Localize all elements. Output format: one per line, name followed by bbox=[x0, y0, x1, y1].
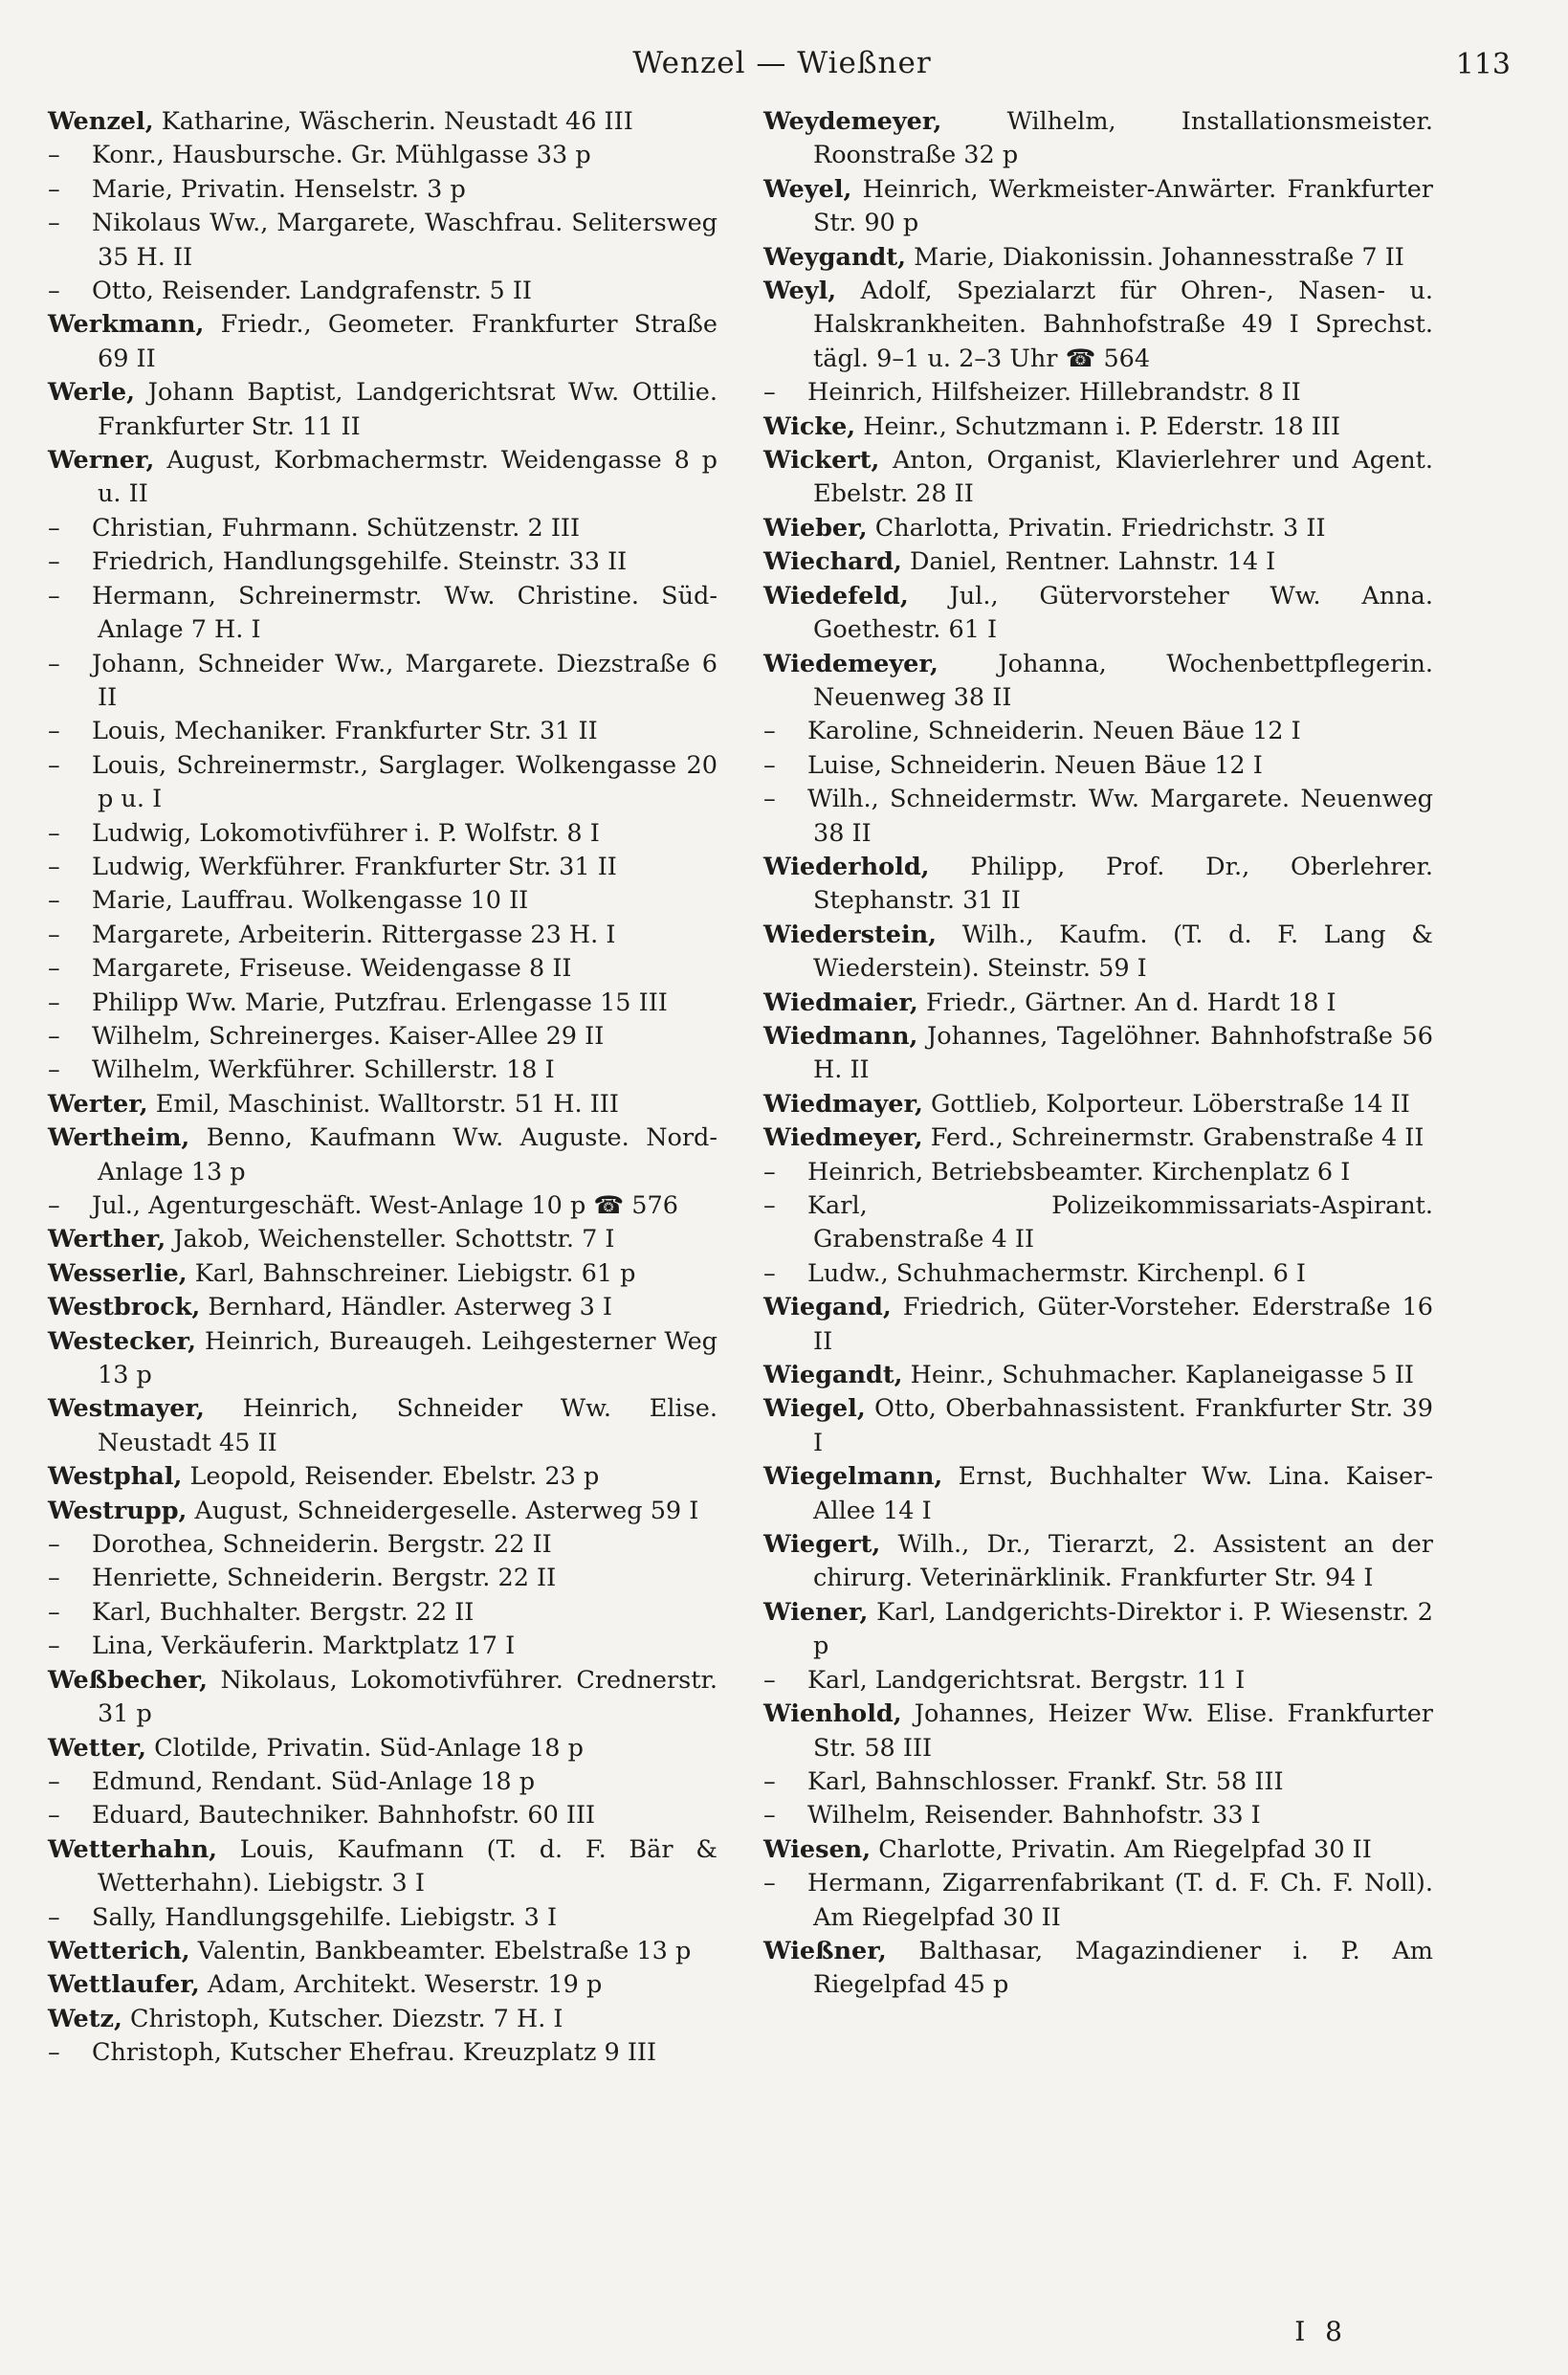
repeat-dash: – bbox=[48, 547, 60, 577]
entry-details: Heinrich, Betriebsbeamter. Kirchenplatz 6 I bbox=[807, 1157, 1351, 1187]
entry-details: Heinrich, Werkmeister-Anwärter. Frankfurter Str. 90 p bbox=[813, 174, 1433, 238]
entry-details: Emil, Maschinist. Walltorstr. 51 H. III bbox=[147, 1089, 619, 1119]
entry-details: Heinr., Schutzmann i. P. Ederstr. 18 III bbox=[855, 411, 1341, 441]
entry-details: Jul., Agenturgeschäft. West-Anlage 10 p ☎ 576 bbox=[92, 1191, 678, 1220]
directory-entry bbox=[48, 1460, 718, 1494]
entry-details: Karl, Landgerichts-Direktor i. P. Wiesenstr. 2 p bbox=[813, 1597, 1433, 1661]
entry-details: Wilh., Schneidermstr. Ww. Margarete. Neuenweg 38 II bbox=[807, 785, 1433, 848]
entry-surname: Westphal, bbox=[48, 1462, 183, 1492]
entry-details: Louis, Schreinermstr., Sarglager. Wolkengasse 20 p u. I bbox=[92, 750, 718, 814]
entry-details: Friedr., Gärtner. An d. Hardt 18 I bbox=[917, 988, 1336, 1017]
entry-details: Jul., Gütervorsteher Ww. Anna. Goethestr. 61 I bbox=[813, 581, 1433, 645]
directory-entry bbox=[48, 851, 718, 884]
directory-entry bbox=[48, 715, 718, 748]
entry-surname: Wiesen, bbox=[763, 1834, 872, 1864]
entry-details: Christoph, Kutscher. Diezstr. 7 H. I bbox=[121, 2004, 563, 2033]
repeat-dash: – bbox=[763, 378, 776, 408]
directory-entry bbox=[48, 1088, 718, 1121]
entry-details: Karl, Bahnschreiner. Liebigstr. 61 p bbox=[187, 1258, 636, 1288]
directory-entry bbox=[48, 139, 718, 172]
directory-entry bbox=[48, 987, 718, 1020]
repeat-dash: – bbox=[48, 1631, 60, 1661]
entry-details: August, Korbmachermstr. Weidengasse 8 p u. II bbox=[98, 446, 718, 509]
repeat-dash: – bbox=[48, 717, 60, 746]
directory-entry bbox=[763, 1088, 1433, 1121]
entry-details: Wilhelm, Schreinerges. Kaiser-Allee 29 II bbox=[92, 1021, 605, 1051]
entry-details: Johann Baptist, Landgerichtsrat Ww. Ottilie. Frankfurter Str. 11 II bbox=[98, 378, 718, 441]
directory-entry bbox=[763, 715, 1433, 748]
entry-details: Karl, Polizeikommissariats-Aspirant. Grabenstraße 4 II bbox=[807, 1191, 1433, 1254]
directory-entry bbox=[48, 308, 718, 376]
directory-entry bbox=[763, 376, 1433, 410]
directory-entry bbox=[763, 1392, 1433, 1460]
entry-details: Johannes, Heizer Ww. Elise. Frankfurter Str. 58 III bbox=[813, 1699, 1433, 1763]
entry-details: Heinrich, Bureaugeh. Leihgesterner Weg 13 p bbox=[98, 1326, 718, 1390]
entry-details: Katharine, Wäscherin. Neustadt 46 III bbox=[153, 107, 633, 136]
directory-entry bbox=[48, 1054, 718, 1087]
directory-entry bbox=[48, 1291, 718, 1324]
entry-details: Ferd., Schreinermstr. Grabenstraße 4 II bbox=[922, 1123, 1424, 1153]
entry-details: Anton, Organist, Klavierlehrer und Agent. Ebelstr. 28 II bbox=[813, 446, 1433, 509]
entry-surname: Wiener, bbox=[763, 1597, 869, 1627]
entry-details: Ludwig, Lokomotivführer i. P. Wolfstr. 8 I bbox=[92, 818, 600, 848]
entry-details: Christoph, Kutscher Ehefrau. Kreuzplatz 9 III bbox=[92, 2038, 657, 2068]
entry-surname: Werter, bbox=[48, 1089, 148, 1119]
directory-entry bbox=[48, 1257, 718, 1291]
entry-details: Jakob, Weichensteller. Schottstr. 7 I bbox=[166, 1225, 615, 1254]
directory-entry bbox=[48, 952, 718, 986]
directory-entry bbox=[763, 1765, 1433, 1799]
directory-entry bbox=[48, 1765, 718, 1799]
directory-entry bbox=[763, 1833, 1433, 1867]
directory-entry bbox=[763, 1156, 1433, 1189]
directory-entry bbox=[763, 1121, 1433, 1155]
repeat-dash: – bbox=[48, 852, 60, 881]
directory-entry bbox=[48, 580, 718, 648]
entry-surname: Wicke, bbox=[763, 411, 856, 441]
directory-entry bbox=[48, 1664, 718, 1732]
directory-entry bbox=[48, 1901, 718, 1935]
entry-surname: Wiedmeyer, bbox=[763, 1123, 923, 1153]
directory-entry bbox=[763, 580, 1433, 648]
directory-entry bbox=[763, 512, 1433, 545]
entry-details: Charlotta, Privatin. Friedrichstr. 3 II bbox=[867, 513, 1326, 543]
directory-entry bbox=[48, 207, 718, 275]
directory-entry bbox=[763, 1359, 1433, 1392]
entry-details: Philipp Ww. Marie, Putzfrau. Erlengasse 15 III bbox=[92, 988, 668, 1017]
directory-entry bbox=[48, 1528, 718, 1562]
entry-surname: Wiegel, bbox=[763, 1394, 866, 1424]
entry-details: Hermann, Zigarrenfabrikant (T. d. F. Ch. F. Noll). Am Riegelpfad 30 II bbox=[807, 1869, 1433, 1932]
directory-entry bbox=[763, 1291, 1433, 1359]
directory-entry bbox=[48, 919, 718, 952]
directory-entry bbox=[763, 444, 1433, 512]
entry-surname: Weydemeyer, bbox=[763, 107, 942, 136]
directory-entry bbox=[48, 376, 718, 444]
entry-details: Marie, Privatin. Henselstr. 3 p bbox=[92, 174, 466, 204]
entry-surname: Wieber, bbox=[763, 513, 868, 543]
repeat-dash: – bbox=[48, 1597, 60, 1627]
entry-details: Bernhard, Händler. Asterweg 3 I bbox=[200, 1293, 612, 1322]
entry-surname: Westbrock, bbox=[48, 1293, 201, 1322]
entry-details: Balthasar, Magazindiener i. P. Am Riegelpfad 45 p bbox=[813, 1936, 1433, 2000]
repeat-dash: – bbox=[48, 886, 60, 916]
entry-surname: Wickert, bbox=[763, 446, 880, 476]
page-number: 113 bbox=[1455, 48, 1511, 81]
directory-entry bbox=[763, 783, 1433, 851]
directory-entry bbox=[48, 1189, 718, 1223]
entry-details: Karl, Landgerichtsrat. Bergstr. 11 I bbox=[807, 1665, 1246, 1695]
entry-details: Luise, Schneiderin. Neuen Bäue 12 I bbox=[807, 750, 1263, 780]
entry-details: Friedr., Geometer. Frankfurter Straße 69 II bbox=[98, 310, 718, 373]
entry-details: Henriette, Schneiderin. Bergstr. 22 II bbox=[92, 1564, 557, 1593]
entry-details: Gottlieb, Kolporteur. Löberstraße 14 II bbox=[922, 1089, 1410, 1119]
entry-details: Margarete, Arbeiterin. Rittergasse 23 H. I bbox=[92, 920, 616, 949]
entry-details: Philipp, Prof. Dr., Oberlehrer. Stephanstr. 31 II bbox=[813, 852, 1433, 916]
directory-entry bbox=[48, 1325, 718, 1393]
page-header bbox=[54, 46, 1511, 84]
entry-details: Margarete, Friseuse. Weidengasse 8 II bbox=[92, 954, 572, 984]
directory-entry bbox=[48, 1223, 718, 1256]
entry-details: Louis, Mechaniker. Frankfurter Str. 31 II bbox=[92, 717, 598, 746]
directory-entry bbox=[763, 1698, 1433, 1765]
entry-surname: Weyel, bbox=[763, 174, 852, 204]
directory-entry bbox=[48, 1935, 718, 1968]
entry-details: Christian, Fuhrmann. Schützenstr. 2 III bbox=[92, 513, 581, 543]
entry-surname: Wiegand, bbox=[763, 1293, 892, 1322]
entry-details: Charlotte, Privatin. Am Riegelpfad 30 II bbox=[871, 1834, 1372, 1864]
directory-entry bbox=[763, 1020, 1433, 1088]
entry-surname: Wertheim, bbox=[48, 1123, 190, 1153]
repeat-dash: – bbox=[48, 818, 60, 848]
right-column bbox=[763, 105, 1433, 2003]
entry-surname: Weßbecher, bbox=[48, 1665, 208, 1695]
entry-details: Ludwig, Werkführer. Frankfurter Str. 31 II bbox=[92, 852, 617, 881]
entry-details: Karoline, Schneiderin. Neuen Bäue 12 I bbox=[807, 717, 1301, 746]
repeat-dash: – bbox=[48, 1530, 60, 1560]
entry-details: Marie, Diakonissin. Johannesstraße 7 II bbox=[905, 242, 1404, 272]
repeat-dash: – bbox=[48, 1564, 60, 1593]
directory-entry bbox=[48, 1968, 718, 2002]
directory-entry bbox=[48, 1732, 718, 1765]
directory-entry bbox=[763, 648, 1433, 716]
entry-details: Valentin, Bankbeamter. Ebelstraße 13 p bbox=[189, 1936, 692, 1965]
directory-entry bbox=[763, 411, 1433, 444]
entry-details: Konr., Hausbursche. Gr. Mühlgasse 33 p bbox=[92, 141, 591, 170]
entry-details: Eduard, Bautechniker. Bahnhofstr. 60 III bbox=[92, 1801, 596, 1831]
entry-surname: Wießner, bbox=[763, 1936, 887, 1965]
entry-details: Leopold, Reisender. Ebelstr. 23 p bbox=[182, 1462, 600, 1492]
directory-entry bbox=[48, 884, 718, 918]
directory-entry bbox=[763, 851, 1433, 919]
directory-entry bbox=[48, 1630, 718, 1663]
directory-entry bbox=[48, 2003, 718, 2036]
entry-details: Clotilde, Privatin. Süd-Anlage 18 p bbox=[146, 1733, 584, 1763]
directory-entry bbox=[48, 545, 718, 579]
directory-entry bbox=[48, 648, 718, 716]
repeat-dash: – bbox=[763, 1869, 776, 1898]
entry-details: Johanna, Wochenbettpflegerin. Neuenweg 38 II bbox=[813, 649, 1433, 712]
entry-surname: Weyl, bbox=[763, 277, 837, 306]
entry-surname: Wiedmaier, bbox=[763, 988, 918, 1017]
directory-entry bbox=[763, 987, 1433, 1020]
entry-surname: Wiederhold, bbox=[763, 852, 930, 881]
entry-details: Friedrich, Güter-Vorsteher. Ederstraße 16 II bbox=[813, 1293, 1433, 1356]
directory-entry bbox=[763, 173, 1433, 241]
entry-surname: Wetterich, bbox=[48, 1936, 190, 1965]
repeat-dash: – bbox=[48, 649, 60, 678]
directory-entry bbox=[48, 275, 718, 308]
entry-details: Heinrich, Schneider Ww. Elise. Neustadt 45 II bbox=[98, 1394, 718, 1457]
directory-entry bbox=[48, 1596, 718, 1630]
entry-details: Edmund, Rendant. Süd-Anlage 18 p bbox=[92, 1766, 536, 1796]
directory-entry bbox=[763, 1596, 1433, 1664]
entry-surname: Westmayer, bbox=[48, 1394, 205, 1424]
repeat-dash: – bbox=[48, 141, 60, 170]
directory-entry bbox=[48, 444, 718, 512]
directory-entry bbox=[763, 1664, 1433, 1698]
repeat-dash: – bbox=[48, 2038, 60, 2068]
directory-entry bbox=[763, 545, 1433, 579]
directory-entry bbox=[48, 1799, 718, 1832]
repeat-dash: – bbox=[48, 513, 60, 543]
directory-entry bbox=[48, 1121, 718, 1189]
entry-surname: Wiegelmann, bbox=[763, 1462, 943, 1492]
repeat-dash: – bbox=[763, 1157, 776, 1187]
entry-details: Nikolaus, Lokomotivführer. Crednerstr. 31 p bbox=[98, 1665, 718, 1729]
entry-details: Otto, Reisender. Landgrafenstr. 5 II bbox=[92, 277, 532, 306]
entry-details: Nikolaus Ww., Margarete, Waschfrau. Selitersweg 35 H. II bbox=[92, 209, 718, 272]
entry-details: Johann, Schneider Ww., Margarete. Diezstraße 6 II bbox=[92, 649, 718, 712]
entry-details: Wilh., Dr., Tierarzt, 2. Assistent an der chirurg. Veterinärklinik. Frankfurter Str. 94 I bbox=[813, 1530, 1433, 1593]
entry-surname: Westrupp, bbox=[48, 1496, 188, 1525]
entry-details: Dorothea, Schneiderin. Bergstr. 22 II bbox=[92, 1530, 552, 1560]
directory-entry bbox=[48, 1020, 718, 1054]
entry-details: Marie, Lauffrau. Wolkengasse 10 II bbox=[92, 886, 529, 916]
entry-details: Adolf, Spezialarzt für Ohren-, Nasen- u. Halskrankheiten. Bahnhofstraße 49 I Sprechst. tägl. 9–1 u. 2–3 Uhr ☎ 564 bbox=[813, 277, 1433, 373]
repeat-dash: – bbox=[48, 1055, 60, 1085]
entry-details: Johannes, Tagelöhner. Bahnhofstraße 56 H. II bbox=[813, 1021, 1433, 1085]
directory-entry bbox=[763, 1189, 1433, 1257]
repeat-dash: – bbox=[48, 920, 60, 949]
directory-entry bbox=[48, 1833, 718, 1901]
entry-details: Ludw., Schuhmachermstr. Kirchenpl. 6 I bbox=[807, 1258, 1307, 1288]
entry-surname: Wettlaufer, bbox=[48, 1970, 200, 2000]
entry-surname: Weygandt, bbox=[763, 242, 906, 272]
entry-details: Sally, Handlungsgehilfe. Liebigstr. 3 I bbox=[92, 1902, 558, 1932]
entry-details: Heinr., Schuhmacher. Kaplaneigasse 5 II bbox=[902, 1361, 1414, 1390]
repeat-dash: – bbox=[48, 1191, 60, 1220]
directory-entry bbox=[763, 105, 1433, 173]
entry-surname: Werther, bbox=[48, 1225, 166, 1254]
entry-surname: Wenzel, bbox=[48, 107, 154, 136]
repeat-dash: – bbox=[763, 1766, 776, 1796]
repeat-dash: – bbox=[48, 209, 60, 238]
entry-details: Wilhelm, Installationsmeister. Roonstraße 32 p bbox=[813, 107, 1433, 170]
entry-surname: Wienhold, bbox=[763, 1699, 902, 1729]
entry-details: August, Schneidergeselle. Asterweg 59 I bbox=[187, 1496, 699, 1525]
repeat-dash: – bbox=[763, 750, 776, 780]
entry-surname: Werle, bbox=[48, 378, 136, 408]
repeat-dash: – bbox=[48, 581, 60, 610]
entry-details: Karl, Buchhalter. Bergstr. 22 II bbox=[92, 1597, 475, 1627]
entry-surname: Wetterhahn, bbox=[48, 1834, 218, 1864]
entry-details: Ernst, Buchhalter Ww. Lina. Kaiser-Allee 14 I bbox=[813, 1462, 1433, 1525]
repeat-dash: – bbox=[763, 1665, 776, 1695]
entry-details: Lina, Verkäuferin. Marktplatz 17 I bbox=[92, 1631, 516, 1661]
entry-surname: Werkmann, bbox=[48, 310, 205, 340]
repeat-dash: – bbox=[48, 1766, 60, 1796]
directory-entry bbox=[763, 1257, 1433, 1291]
repeat-dash: – bbox=[48, 174, 60, 204]
directory-entry bbox=[48, 1392, 718, 1460]
entry-surname: Wetz, bbox=[48, 2004, 122, 2033]
entry-details: Louis, Kaufmann (T. d. F. Bär & Wetterhahn). Liebigstr. 3 I bbox=[98, 1834, 718, 1898]
entry-details: Wilhelm, Werkführer. Schillerstr. 18 I bbox=[92, 1055, 555, 1085]
entry-details: Daniel, Rentner. Lahnstr. 14 I bbox=[901, 547, 1276, 577]
repeat-dash: – bbox=[48, 277, 60, 306]
directory-entry bbox=[763, 241, 1433, 275]
repeat-dash: – bbox=[763, 1258, 776, 1288]
entry-surname: Wiegert, bbox=[763, 1530, 881, 1560]
directory-entry bbox=[763, 1935, 1433, 2003]
repeat-dash: – bbox=[48, 988, 60, 1017]
directory-entry bbox=[763, 919, 1433, 987]
directory-entry bbox=[48, 1562, 718, 1595]
directory-entry bbox=[48, 105, 718, 139]
entry-surname: Wiedemeyer, bbox=[763, 649, 939, 678]
entry-surname: Wiedmayer, bbox=[763, 1089, 923, 1119]
entry-surname: Wetter, bbox=[48, 1733, 147, 1763]
entry-surname: Wiedefeld, bbox=[763, 581, 909, 610]
repeat-dash: – bbox=[48, 750, 60, 780]
entry-surname: Wiedmann, bbox=[763, 1021, 918, 1051]
entry-details: Benno, Kaufmann Ww. Auguste. Nord-Anlage 13 p bbox=[98, 1123, 718, 1187]
entry-details: Adam, Architekt. Weserstr. 19 p bbox=[199, 1970, 603, 2000]
running-title: Wenzel — Wießner bbox=[632, 46, 932, 80]
left-column bbox=[48, 105, 718, 2071]
repeat-dash: – bbox=[48, 1902, 60, 1932]
entry-details: Friedrich, Handlungsgehilfe. Steinstr. 33 II bbox=[92, 547, 628, 577]
directory-entry bbox=[48, 1495, 718, 1528]
repeat-dash: – bbox=[763, 717, 776, 746]
entry-surname: Wiederstein, bbox=[763, 920, 938, 949]
entry-details: Hermann, Schreinermstr. Ww. Christine. Süd-Anlage 7 H. I bbox=[92, 581, 718, 645]
directory-entry bbox=[763, 749, 1433, 783]
directory-entry bbox=[763, 275, 1433, 376]
signature-mark: I 8 bbox=[1294, 2316, 1348, 2347]
repeat-dash: – bbox=[48, 1021, 60, 1051]
directory-entry bbox=[763, 1460, 1433, 1528]
repeat-dash: – bbox=[48, 1801, 60, 1831]
directory-entry bbox=[48, 173, 718, 207]
directory-entry bbox=[48, 817, 718, 851]
entry-details: Wilhelm, Reisender. Bahnhofstr. 33 I bbox=[807, 1801, 1261, 1831]
repeat-dash: – bbox=[763, 1191, 776, 1220]
entry-details: Wilh., Kaufm. (T. d. F. Lang & Wiederstein). Steinstr. 59 I bbox=[813, 920, 1433, 984]
entry-surname: Wiechard, bbox=[763, 547, 902, 577]
entry-surname: Wiegandt, bbox=[763, 1361, 903, 1390]
directory-entry bbox=[763, 1867, 1433, 1935]
entry-details: Heinrich, Hilfsheizer. Hillebrandstr. 8 II bbox=[807, 378, 1301, 408]
directory-entry bbox=[48, 512, 718, 545]
entry-surname: Wesserlie, bbox=[48, 1258, 188, 1288]
directory-entry bbox=[48, 749, 718, 817]
directory-entry bbox=[48, 2036, 718, 2070]
entry-details: Karl, Bahnschlosser. Frankf. Str. 58 III bbox=[807, 1766, 1284, 1796]
repeat-dash: – bbox=[763, 785, 776, 814]
entry-surname: Westecker, bbox=[48, 1326, 197, 1356]
repeat-dash: – bbox=[763, 1801, 776, 1831]
directory-entry bbox=[763, 1528, 1433, 1596]
entry-details: Otto, Oberbahnassistent. Frankfurter Str. 39 I bbox=[813, 1394, 1433, 1457]
repeat-dash: – bbox=[48, 954, 60, 984]
entry-surname: Werner, bbox=[48, 446, 155, 476]
directory-entry bbox=[763, 1799, 1433, 1832]
